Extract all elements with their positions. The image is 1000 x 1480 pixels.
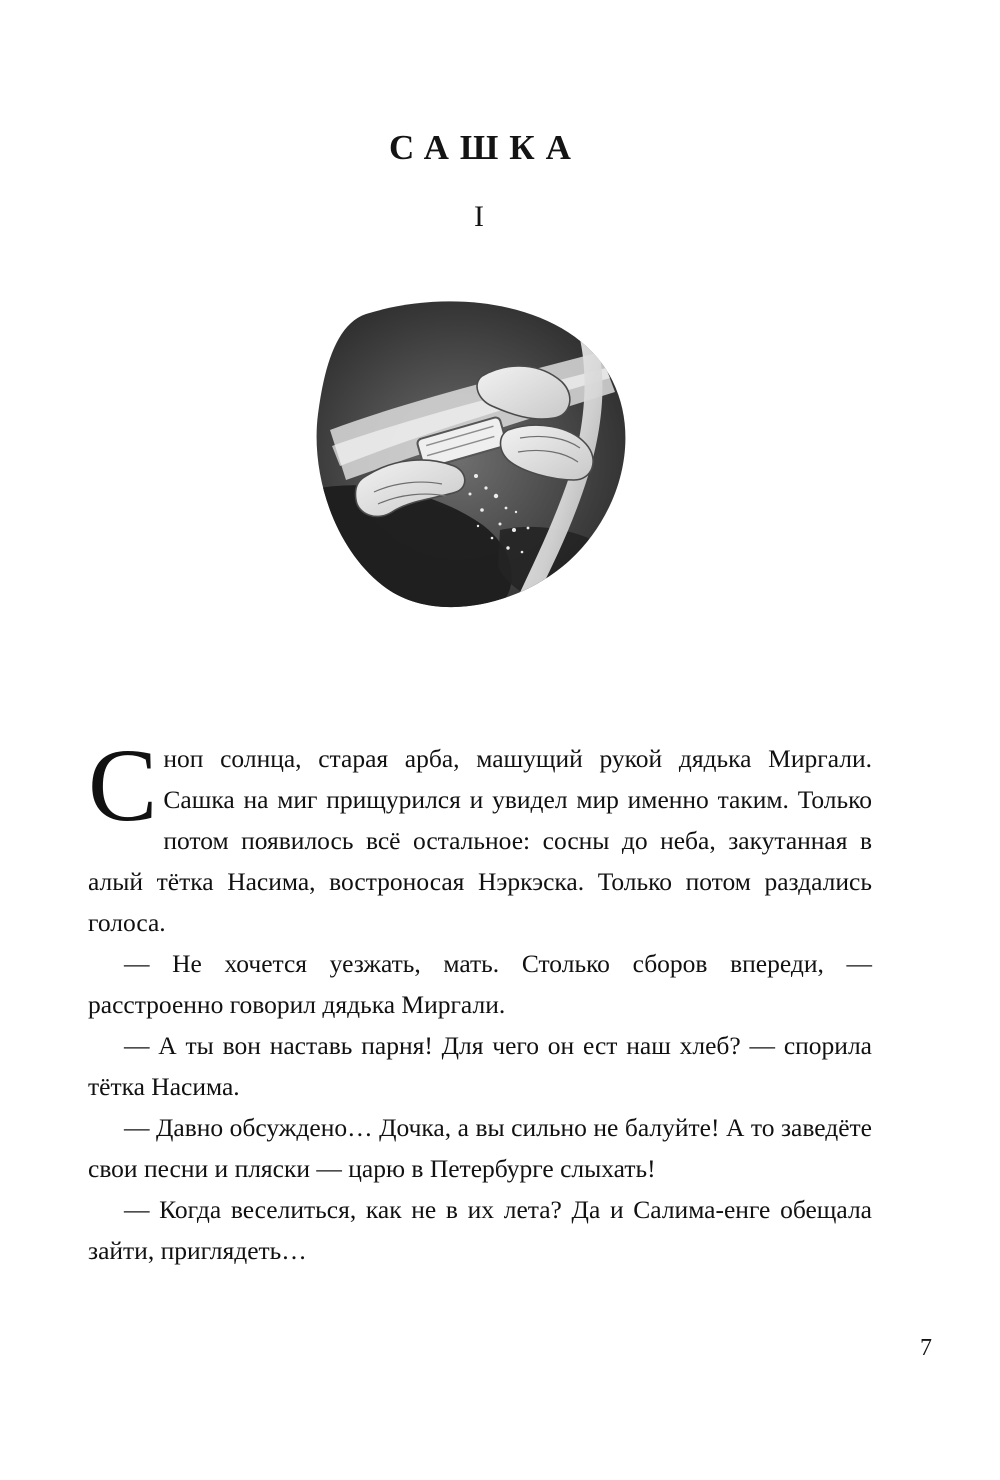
chapter-illustration (270, 280, 690, 680)
page-content (88, 0, 872, 1480)
chapter-number: I (474, 200, 486, 233)
chapter-title: САШКА (389, 128, 582, 167)
paragraph-4: — Давно обсуждено… Дочка, а вы сильно не балуйте! А то заведёте свои песни и пляски — царю в Петербурге слыхать! (88, 1113, 872, 1183)
body-text (88, 728, 872, 1271)
paragraph-3: — А ты вон наставь парня! Для чего он ест наш хлеб? — спорила тётка Насима. (88, 1031, 872, 1101)
drop-cap: С (88, 728, 158, 843)
paragraph-1 (88, 728, 872, 943)
page-number: 7 (920, 1335, 932, 1361)
paragraph-1-text: ноп солнца, старая арба, машущий рукой дядька Миргали. Сашка на миг прищурился и увидел мир именно таким. Только потом появилось всё остальное: сосны до неба, закутанная в алый тётка Насима, востроносая Нэркэска. Только потом раздались голоса. (88, 744, 872, 937)
hands-sharpening-blade-icon (270, 280, 690, 680)
paragraph-2: — Не хочется уезжать, мать. Столько сборов впереди, — расстроенно говорил дядька Миргали. (88, 949, 872, 1019)
paragraph-5: — Когда веселиться, как не в их лета? Да и Салима-енге обещала зайти, приглядеть… (88, 1195, 872, 1265)
